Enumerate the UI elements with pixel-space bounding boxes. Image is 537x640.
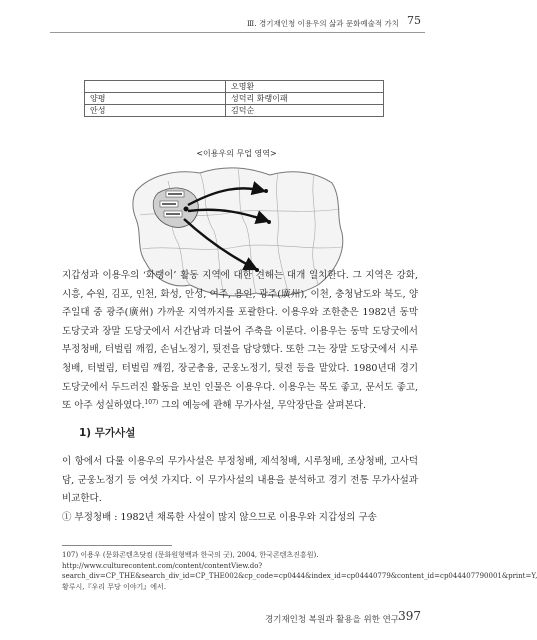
table-cell-region	[85, 81, 226, 93]
body-paragraph	[62, 267, 418, 416]
footnote-reference[interactable]: 107)	[144, 399, 159, 406]
table-cell-names: 김덕순	[226, 105, 384, 117]
table-row	[85, 81, 384, 93]
footnote-divider	[62, 545, 172, 546]
paragraph-text: 지갑성과 이용우의 ‘화랭이’ 활동 지역에 대한 견해는 대개 일치한다. 그 지역은 강화, 시흥, 수원, 김포, 인천, 화성, 안성, 여주, 용인, 광주(廣州), 이천, 충청남도와 북도, 양주일대 중 광주(廣州) 가까운 지역까지를 포괄한다. 이용우와 조한춘은 1982년 동막 도당굿과 장말 도당굿에서 서간남과 더불어 주축을 이룬다. 이용우는 동막 도당굿에서 부정청배, 터벌림 깨낌, 손님노정기, 뒷전을 담당했다. 또한 그는 장말 도당굿에서 시루청배, 터벌림, 터벌림 깨낌, 장군총융, 군웅노정기, 뒷전 등을 맡았다. 1980년대 경기 도당굿에서 두드러진 활동을 보인 인물은 이용우다. 이용우는 목도 좋고, 문서도 좋고, 또 아주 성실하였다.	[62, 270, 418, 412]
paragraph-text: 이 항에서 다룰 이용우의 무가사설은 부정청배, 제석청배, 시루청배, 조상청배, 고사덕담, 군웅노정기 등 여섯 가지다. 이 무가사설의 내용을 분석하고 경기 전통 무가사설과 비교한다.	[62, 456, 418, 505]
table-cell-names: 성덕리 화랭이패	[226, 93, 384, 105]
running-header-page-number: 75	[407, 14, 421, 27]
footer-title: 경기재인청 복원과 활용을 위한 연구	[265, 615, 399, 625]
table-cell-region: 안성	[85, 105, 226, 117]
running-header-title: Ⅲ. 경기재인청 이용우의 삶과 문화예술적 가치	[247, 19, 399, 28]
map-caption: <이용우의 무업 영역>	[196, 149, 277, 158]
name-table	[84, 80, 384, 117]
header-divider	[50, 32, 425, 33]
table-row	[85, 93, 384, 105]
table-row	[85, 105, 384, 117]
table-cell-region: 양평	[85, 93, 226, 105]
footer-page-number: 397	[398, 609, 421, 623]
paragraph-text-end: 그의 예능에 관해 무가사설, 무악장단을 살펴본다.	[158, 400, 366, 412]
table-cell-names: 오명환	[226, 81, 384, 93]
section-heading: 1) 무가사설	[79, 427, 136, 439]
numbered-item-text: ① 부정청배 : 1982년 채록한 사설이 많지 않으므로 이용우와 지갑성의 구송	[62, 511, 377, 523]
footnote: 107) 이용우 (문화콘텐츠닷컴 (문화원형백과 한국의 굿), 2004, 한국콘텐츠진흥원). http://www.culturecontent.com/content/contentView.do?search_div=CP_THE&search_div_id=CP_THE002&cp_code=cp0444&index_id=cp04440779&content_id=cp044407790001&print=Y, 황루시,『우리 무당 이야기』에서.	[62, 551, 537, 591]
body-paragraph	[62, 453, 418, 527]
